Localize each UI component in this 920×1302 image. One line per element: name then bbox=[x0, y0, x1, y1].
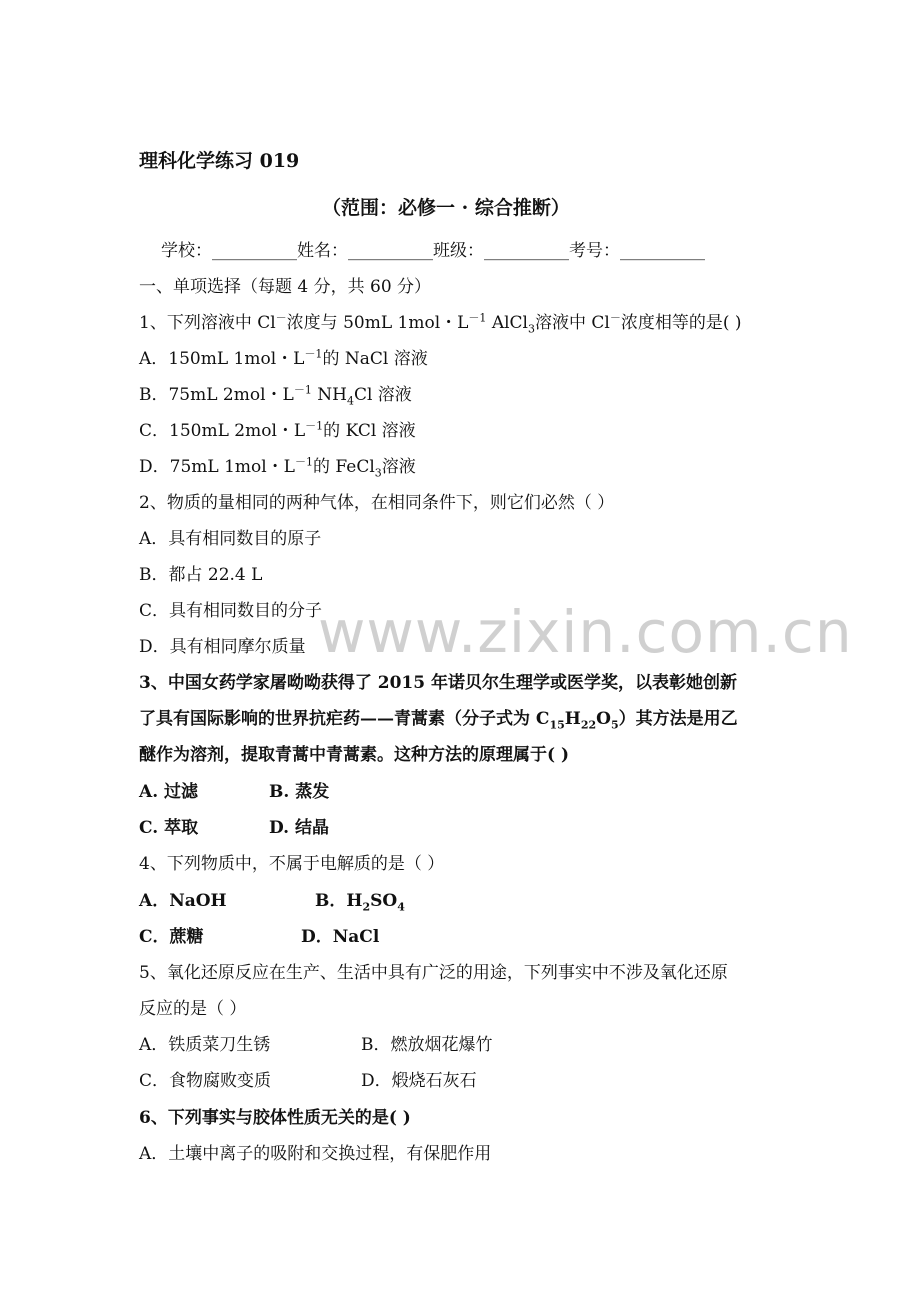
question-4-stem: 4、下列物质中，不属于电解质的是（ ） bbox=[139, 854, 445, 874]
question-2-option-a: A．具有相同数目的原子 bbox=[139, 529, 322, 549]
question-6-stem: 6、下列事实与胶体性质无关的是( ) bbox=[139, 1108, 411, 1128]
question-4-option-d: D．NaCl bbox=[301, 927, 380, 947]
question-5-options-row-2 bbox=[139, 1070, 477, 1092]
question-3-options-row-1 bbox=[139, 781, 329, 803]
number-field: 考号：__________ bbox=[569, 241, 705, 261]
question-1-option-b: B．75mL 2mol・$L^{-1}$ $NH_4Cl$ 溶液 bbox=[139, 383, 412, 408]
name-field: 姓名：__________ bbox=[297, 241, 433, 261]
question-5-line-2: 反应的是（ ） bbox=[139, 999, 247, 1019]
question-4-options-row-2 bbox=[139, 926, 379, 948]
question-2-option-d: D．具有相同摩尔质量 bbox=[139, 637, 306, 657]
question-3-option-d: D. 结晶 bbox=[269, 818, 329, 838]
question-1-option-a: A．150mL 1mol・$L^{-1}$的 NaCl 溶液 bbox=[139, 347, 428, 369]
question-3-option-b: B. 蒸发 bbox=[269, 782, 330, 802]
question-5-option-c: C．食物腐败变质 bbox=[139, 1071, 272, 1091]
question-2-option-b: B．都占 22.4 L bbox=[139, 565, 263, 585]
question-4-option-b: B．$H_2SO_4$ bbox=[315, 891, 405, 914]
section-heading: 一、单项选择（每题 4 分，共 60 分） bbox=[139, 277, 432, 297]
question-1-option-c: C．150mL 2mol・$L^{-1}$的 KCl 溶液 bbox=[139, 419, 416, 441]
question-6-option-a: A．土壤中离子的吸附和交换过程，有保肥作用 bbox=[139, 1144, 492, 1164]
question-3-line-3: 醚作为溶剂，提取青蒿中青蒿素。这种方法的原理属于( ) bbox=[139, 745, 570, 765]
question-2-option-c: C．具有相同数目的分子 bbox=[139, 601, 323, 621]
question-5-option-b: B．燃放烟花爆竹 bbox=[361, 1035, 493, 1055]
question-3-options-row-2 bbox=[139, 817, 329, 839]
question-3-option-c: C. 萃取 bbox=[139, 818, 199, 838]
question-4-option-a: A．NaOH bbox=[139, 891, 227, 911]
student-info-row bbox=[161, 240, 705, 262]
question-3-option-a: A. 过滤 bbox=[139, 782, 199, 802]
class-field: 班级：__________ bbox=[433, 241, 569, 261]
question-5-option-a: A．铁质菜刀生锈 bbox=[139, 1035, 271, 1055]
page-title: 理科化学练习 019 bbox=[139, 150, 300, 172]
question-5-line-1: 5、氧化还原反应在生产、生活中具有广泛的用途，下列事实中不涉及氧化还原 bbox=[139, 963, 728, 983]
question-1-option-d: D．75mL 1mol・$L^{-1}$的 FeCl$_3$溶液 bbox=[139, 455, 416, 480]
question-5-option-d: D．煅烧石灰石 bbox=[361, 1071, 477, 1091]
question-3-line-1: 3、中国女药学家屠呦呦获得了 2015 年诺贝尔生理学或医学奖，以表彰她创新 bbox=[139, 673, 737, 693]
question-4-option-c: C．蔗糖 bbox=[139, 927, 204, 947]
question-5-options-row-1 bbox=[139, 1034, 493, 1056]
watermark: www.zixin.com.cn bbox=[318, 598, 853, 666]
question-1-stem: 1、下列溶液中 Cl－浓度与 50mL 1mol・$L^{-1}$ AlCl$_3$溶液中 Cl－浓度相等的是( ) bbox=[139, 311, 742, 336]
question-4-options-row-1 bbox=[139, 890, 405, 912]
page-subtitle: （范围：必修一 · 综合推断） bbox=[322, 197, 570, 219]
question-2-stem: 2、物质的量相同的两种气体，在相同条件下，则它们必然（ ） bbox=[139, 493, 615, 513]
school-field: 学校：__________ bbox=[161, 241, 297, 261]
question-3-line-2: 了具有国际影响的世界抗疟药——青蒿素（分子式为 $C_{15}H_{22}O_5$）其方法是用乙 bbox=[139, 709, 738, 732]
